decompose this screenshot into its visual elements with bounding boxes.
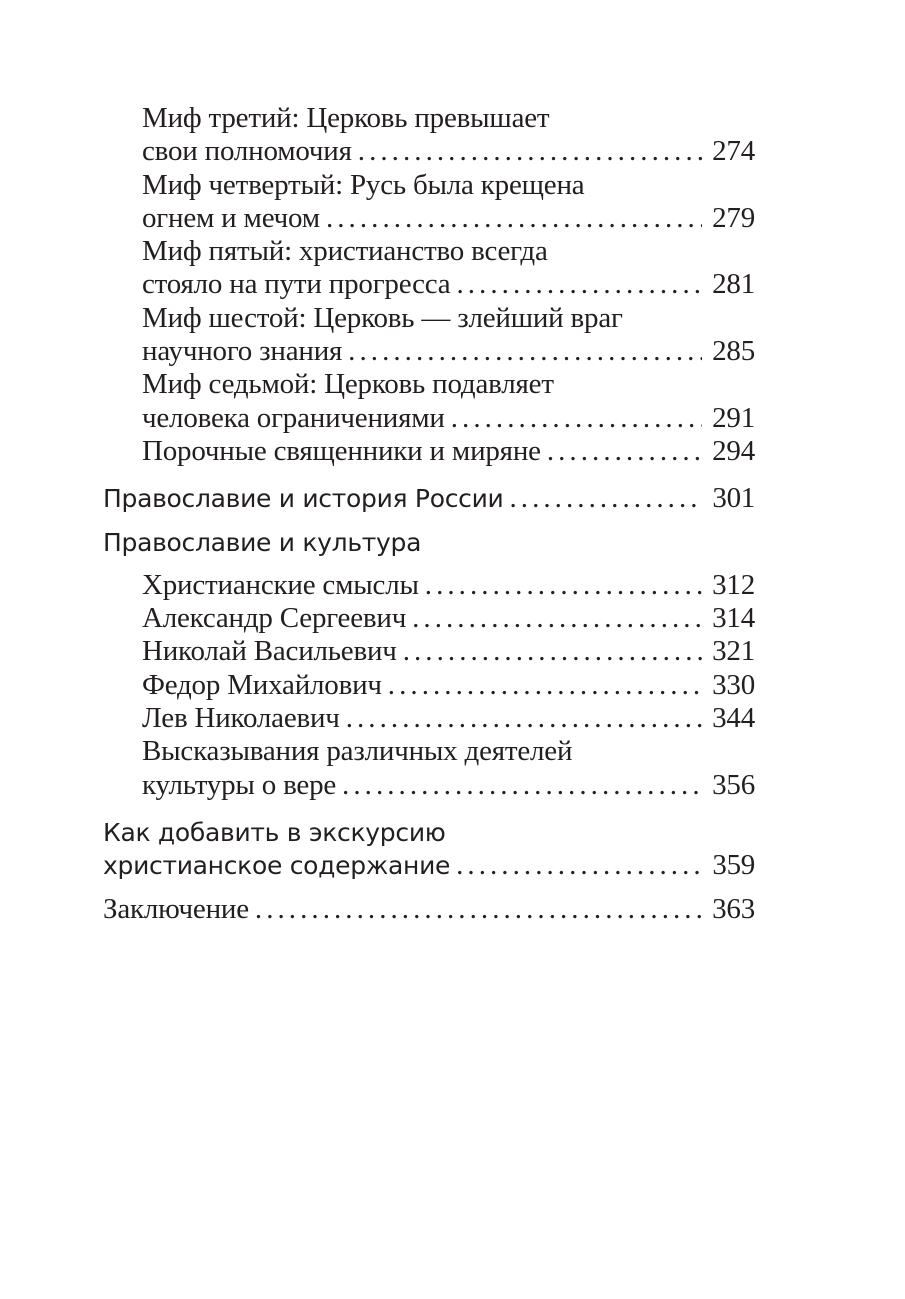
toc-entry-vicious-priests[interactable] xyxy=(103,435,755,468)
toc-line xyxy=(142,102,755,135)
page-number: 344 xyxy=(712,702,755,735)
entry-title: Федор Михайлович xyxy=(142,668,382,701)
toc-entry-christian-meanings[interactable] xyxy=(103,569,755,602)
entry-title-cont: культуры о вере xyxy=(142,768,337,801)
leader-dots xyxy=(503,482,702,515)
page-number: 363 xyxy=(712,892,755,925)
page-number: 274 xyxy=(712,135,755,168)
section-title-cont: христианское содержание xyxy=(103,851,451,881)
page-number: 312 xyxy=(712,568,755,601)
section-title: Как добавить в экскурсию xyxy=(103,817,446,847)
leader-dots xyxy=(320,202,702,235)
section-title: Православие и культура xyxy=(103,527,422,557)
toc-line xyxy=(142,669,755,702)
toc-line xyxy=(142,769,755,802)
table-of-contents xyxy=(103,102,755,926)
leader-dots xyxy=(336,769,702,802)
toc-line xyxy=(142,335,755,368)
toc-entry-myth-six[interactable] xyxy=(103,302,755,369)
section-title: Православие и история России xyxy=(103,484,504,514)
toc-line xyxy=(142,135,755,168)
entry-title: Христианские смыслы xyxy=(142,568,419,601)
entry-title-cont: стояло на пути прогресса xyxy=(142,268,451,301)
page-number: 294 xyxy=(712,434,755,467)
leader-dots xyxy=(450,849,702,882)
page-number: 314 xyxy=(712,602,755,635)
entry-title: Миф четвертый: Русь была крещена xyxy=(142,168,585,201)
toc-line xyxy=(142,702,755,735)
entry-title: Миф третий: Церковь превышает xyxy=(142,102,550,134)
leader-dots xyxy=(382,669,702,702)
entry-title: Миф пятый: христианство всегда xyxy=(142,235,548,268)
toc-line xyxy=(142,302,755,335)
page-number: 279 xyxy=(712,201,755,234)
toc-line xyxy=(142,735,755,768)
toc-line xyxy=(103,482,755,515)
toc-line xyxy=(142,268,755,301)
leader-dots xyxy=(445,402,702,435)
page-number: 321 xyxy=(712,635,755,668)
page-number: 301 xyxy=(712,482,755,515)
toc-entry-myth-four[interactable] xyxy=(103,169,755,236)
entry-title: Высказывания различных деятелей xyxy=(142,735,573,768)
page-number: 285 xyxy=(712,335,755,368)
toc-line xyxy=(103,816,755,849)
toc-section-excursion[interactable] xyxy=(103,816,755,883)
toc-line xyxy=(142,435,755,468)
entry-title: Миф шестой: Церковь — злейший враг xyxy=(142,301,623,334)
entry-title-cont: научного знания xyxy=(142,335,343,368)
toc-line xyxy=(142,569,755,602)
entry-title: Николай Васильевич xyxy=(142,635,397,668)
page-number: 359 xyxy=(712,849,755,882)
leader-dots xyxy=(419,569,702,602)
toc-line xyxy=(142,368,755,401)
toc-entry-myth-three[interactable] xyxy=(103,102,755,169)
leader-dots xyxy=(406,602,702,635)
toc-entry-tolstoy[interactable] xyxy=(103,702,755,735)
entry-title-cont: свои полномочия xyxy=(142,135,352,168)
toc-section-orthodoxy-history[interactable] xyxy=(103,482,755,515)
toc-line xyxy=(142,235,755,268)
page-number: 330 xyxy=(712,668,755,701)
entry-title-cont: огнем и мечом xyxy=(142,201,320,234)
leader-dots xyxy=(397,635,702,668)
leader-dots xyxy=(340,702,702,735)
toc-entry-myth-seven[interactable] xyxy=(103,368,755,435)
section-title: Заключение xyxy=(103,892,249,925)
page-number: 291 xyxy=(712,401,755,434)
entry-title: Миф седьмой: Церковь подавляет xyxy=(142,368,554,401)
page-number: 356 xyxy=(712,768,755,801)
toc-entry-myth-five[interactable] xyxy=(103,235,755,302)
leader-dots xyxy=(342,335,702,368)
entry-title: Александр Сергеевич xyxy=(142,602,407,635)
toc-section-orthodoxy-culture[interactable] xyxy=(103,526,755,559)
toc-line xyxy=(142,602,755,635)
toc-entry-gogol[interactable] xyxy=(103,635,755,668)
toc-line xyxy=(142,202,755,235)
toc-entry-dostoevsky[interactable] xyxy=(103,669,755,702)
leader-dots xyxy=(450,268,702,301)
toc-section-conclusion[interactable] xyxy=(103,893,755,926)
entry-title: Порочные священники и миряне xyxy=(142,434,541,467)
toc-entry-quotes[interactable] xyxy=(103,735,755,802)
entry-title-cont: человека ограничениями xyxy=(142,401,445,434)
leader-dots xyxy=(352,135,702,168)
toc-line xyxy=(103,849,755,882)
toc-line xyxy=(142,635,755,668)
leader-dots xyxy=(541,435,702,468)
toc-line xyxy=(103,526,755,559)
page-number: 281 xyxy=(712,268,755,301)
leader-dots xyxy=(249,893,702,926)
entry-title: Лев Николаевич xyxy=(142,702,340,735)
toc-line xyxy=(103,893,755,926)
toc-line xyxy=(142,402,755,435)
toc-line xyxy=(142,169,755,202)
toc-entry-pushkin[interactable] xyxy=(103,602,755,635)
